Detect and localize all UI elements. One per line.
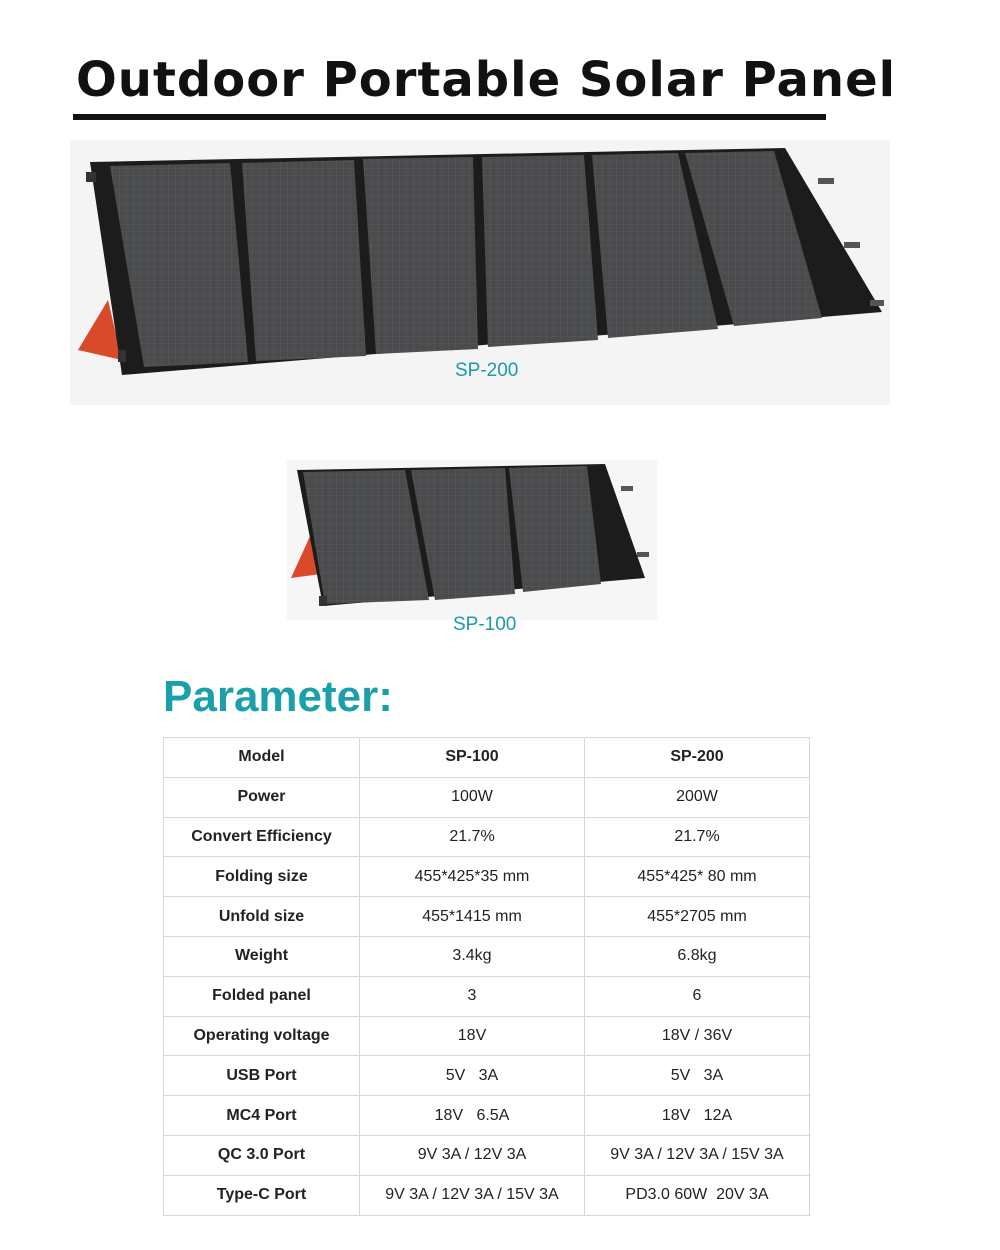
table-row	[164, 777, 810, 817]
table-row	[164, 936, 810, 976]
cell-sp100: 18V 6.5A	[360, 1096, 585, 1136]
product-caption-sp100: SP-100	[453, 614, 517, 635]
cell-sp100: 100W	[360, 777, 585, 817]
row-label: Weight	[164, 936, 360, 976]
cell-sp100: 3.4kg	[360, 936, 585, 976]
table-row	[164, 817, 810, 857]
cell-sp200: 6.8kg	[585, 936, 810, 976]
row-label: Folded panel	[164, 976, 360, 1016]
title-underline	[73, 114, 826, 120]
row-label: Folding size	[164, 857, 360, 897]
cell-sp100: 3	[360, 976, 585, 1016]
cell-sp100: 9V 3A / 12V 3A / 15V 3A	[360, 1175, 585, 1215]
table-row	[164, 1096, 810, 1136]
row-label: Convert Efficiency	[164, 817, 360, 857]
table-row	[164, 976, 810, 1016]
row-label: Power	[164, 777, 360, 817]
product-caption-sp200: SP-200	[455, 360, 519, 381]
cell-sp100: 21.7%	[360, 817, 585, 857]
cell-sp200: 455*425* 80 mm	[585, 857, 810, 897]
cell-sp200: 6	[585, 976, 810, 1016]
page-title: Outdoor Portable Solar Panel	[76, 52, 897, 108]
cell-sp100: 18V	[360, 1016, 585, 1056]
cell-sp100: 9V 3A / 12V 3A	[360, 1135, 585, 1175]
table-row	[164, 1175, 810, 1215]
row-label: MC4 Port	[164, 1096, 360, 1136]
table-row	[164, 897, 810, 937]
cell-sp200: PD3.0 60W 20V 3A	[585, 1175, 810, 1215]
solar-panel-sp100-image	[287, 460, 657, 620]
column-header-sp200: SP-200	[585, 738, 810, 778]
cell-sp200: 5V 3A	[585, 1056, 810, 1096]
table-row	[164, 1016, 810, 1056]
cell-sp200: 200W	[585, 777, 810, 817]
column-header-sp100: SP-100	[360, 738, 585, 778]
parameter-table	[163, 737, 810, 1216]
cell-sp200: 18V 12A	[585, 1096, 810, 1136]
table-header-row	[164, 738, 810, 778]
cell-sp200: 455*2705 mm	[585, 897, 810, 937]
cell-sp200: 18V / 36V	[585, 1016, 810, 1056]
cell-sp100: 5V 3A	[360, 1056, 585, 1096]
parameter-heading: Parameter:	[163, 672, 393, 721]
cell-sp200: 9V 3A / 12V 3A / 15V 3A	[585, 1135, 810, 1175]
row-label: Operating voltage	[164, 1016, 360, 1056]
column-header-model: Model	[164, 738, 360, 778]
cell-sp100: 455*1415 mm	[360, 897, 585, 937]
row-label: USB Port	[164, 1056, 360, 1096]
table-row	[164, 1056, 810, 1096]
table-row	[164, 1135, 810, 1175]
row-label: Type-C Port	[164, 1175, 360, 1215]
cell-sp200: 21.7%	[585, 817, 810, 857]
row-label: Unfold size	[164, 897, 360, 937]
table-row	[164, 857, 810, 897]
cell-sp100: 455*425*35 mm	[360, 857, 585, 897]
row-label: QC 3.0 Port	[164, 1135, 360, 1175]
